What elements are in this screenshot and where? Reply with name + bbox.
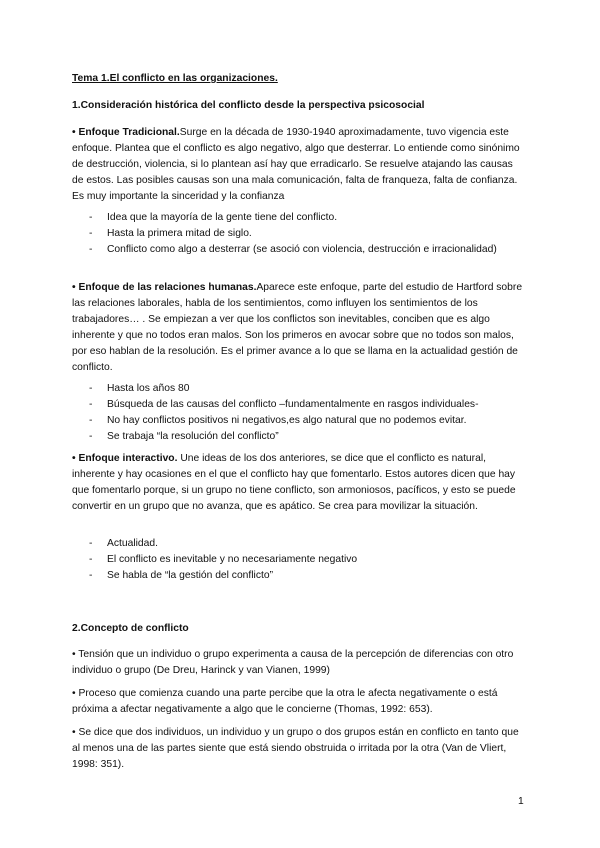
list-item: - Se trabaja “la resolución del conflicto”: [72, 429, 527, 445]
list-item: - Actualidad.: [72, 536, 527, 552]
section-2-heading: 2.Concepto de conflicto: [72, 623, 189, 634]
definition-paragraph: • Tensión que un individuo o grupo experimenta a causa de la percepción de diferencias con otro individuo o grupo (De Dreu, Harinck y van Vianen, 1999): [72, 649, 514, 676]
traditional-approach-text: Surge en la década de 1930-1940 aproximadamente, tuvo vigencia este enfoque. Plantea que el conflicto es algo negativo, algo que desterrar. Lo entiende como sinónimo de destrucción, violencia, si lo plantean así hay que erradicarlo. Se resuelve atajando las causas de estos. Las posibles causas son una mala comunicación, falta de franqueza, falta de confianza. Es muy importante la sinceridad y la confianza: [72, 127, 520, 202]
section-1-heading: 1.Consideración histórica del conflicto desde la perspectiva psicosocial: [72, 100, 425, 111]
definition-paragraph: • Proceso que comienza cuando una parte percibe que la otra le afecta negativamente o está próxima a afectar negativamente a algo que le concierne (Thomas, 1992: 653).: [72, 688, 498, 715]
traditional-approach-label: • Enfoque Tradicional.: [72, 127, 180, 138]
list-item: - Búsqueda de las causas del conflicto –fundamentalmente en rasgos individuales-: [72, 397, 527, 413]
list-item: - No hay conflictos positivos ni negativos,es algo natural que no podemos evitar.: [72, 413, 527, 429]
page-number: 1: [518, 796, 524, 807]
definition-paragraph: • Se dice que dos individuos, un individuo y un grupo o dos grupos están en conflicto en tanto que al menos una de las partes siente que está siendo obstruida o irritada por la otra (Van de Vliert, 1998: 351).: [72, 727, 519, 770]
human-relations-paragraph: [72, 280, 527, 376]
interactive-approach-text: Une ideas de los dos anteriores, se dice que el conflicto es natural, inherente y hay ocasiones en el que el conflicto hay que fomentarlo. Estos autores dicen que hay que fomentarlo porque, si un grupo no tiene conflicto, son armoniosos, pacíficos, y esto se puede convertir en un grupo que no avanza, que es apático. Se crea para movilizar la situación.: [72, 453, 516, 512]
traditional-approach-list: [72, 210, 527, 258]
human-relations-list: [72, 381, 527, 445]
interactive-approach-list: [72, 536, 527, 584]
interactive-approach-label: • Enfoque interactivo.: [72, 453, 178, 464]
list-item: - Conflicto como algo a desterrar (se asoció con violencia, destrucción e irracionalidad): [72, 242, 527, 258]
list-item: - Hasta los años 80: [72, 381, 527, 397]
document-title: Tema 1.El conflicto en las organizaciones.: [72, 73, 278, 84]
list-item: - Se habla de “la gestión del conflicto”: [72, 568, 527, 584]
traditional-approach-paragraph: [72, 125, 527, 205]
interactive-approach-paragraph: [72, 451, 527, 515]
human-relations-text: Aparece este enfoque, parte del estudio de Hartford sobre las relaciones laborales, habla de los sentimientos, como influyen los sentimientos de los trabajadores… . Se empiezan a ver que los conflictos son inevitables, conciben que es algo inherente y que no todos eran malos. Son los primeros en avocar sobre que no todos son malos, por eso hablan de la resolución. Es el primer avance a lo que se llama en la actualidad gestión de conflicto.: [72, 282, 523, 373]
list-item: - Hasta la primera mitad de siglo.: [72, 226, 527, 242]
list-item: - Idea que la mayoría de la gente tiene del conflicto.: [72, 210, 527, 226]
human-relations-label: • Enfoque de las relaciones humanas.: [72, 282, 257, 293]
list-item: - El conflicto es inevitable y no necesariamente negativo: [72, 552, 527, 568]
